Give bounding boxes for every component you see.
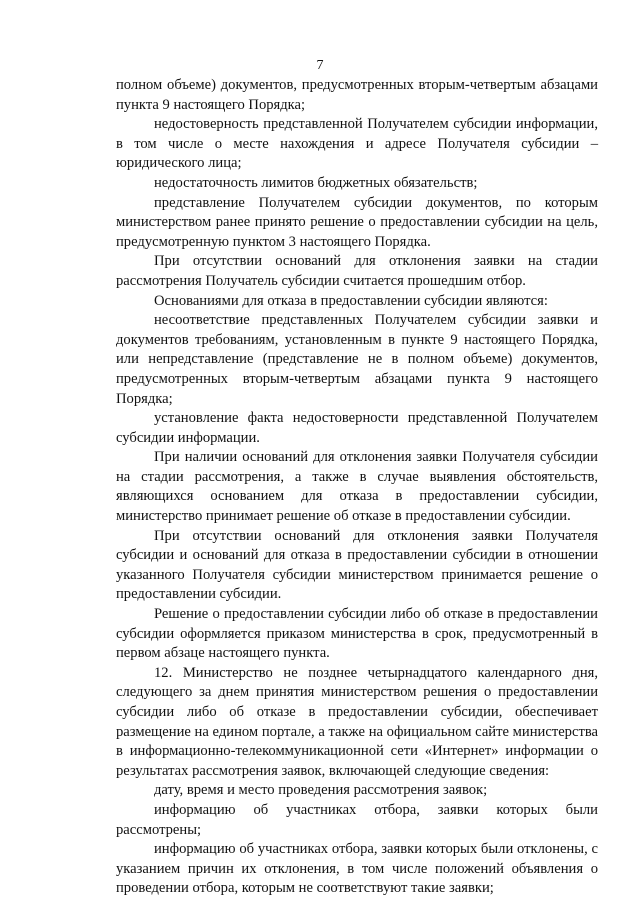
paragraph: При отсутствии оснований для отклонения заявки Получателя субсидии и оснований для отказа в предоставлении субсидии в отношении указанного Получателя субсидии министерством принимается решение о предоставлении субсидии.: [116, 527, 598, 603]
paragraph-clause-12: 12. Министерство не позднее четырнадцатого календарного дня, следующего за днем принятия министерством решения о предоставлении субсидии либо об отказе в предоставлении субсидии, обеспечивает размещение на едином портале, а также на официальном сайте министерства в информационно-телекоммуникационной сети «Интернет» информации о результатах рассмотрения заявок, включающей следующие сведения:: [116, 664, 598, 779]
paragraph: несоответствие представленных Получателем субсидии заявки и документов требованиям, установленным в пункте 9 настоящего Порядка, или непредставление (представление не в полном объеме) документов, предусмотренных вторым-четвертым абзацами пункта 9 настоящего Порядка;: [116, 312, 598, 407]
paragraph: информацию об участниках отбора, заявки которых были отклонены, с указанием причин их отклонения, в том числе положений объявления о проведении отбора, которым не соответствуют такие заявки;: [116, 841, 598, 897]
paragraph-continuation: полном объеме) документов, предусмотренных вторым-четвертым абзацами пункта 9 настоящего Порядка;: [116, 77, 598, 113]
paragraph: представление Получателем субсидии документов, по которым министерством ранее принято решение о предоставлении субсидии на цель, предусмотренную пунктом 3 настоящего Порядка.: [116, 194, 598, 250]
paragraph: При отсутствии оснований для отклонения заявки на стадии рассмотрения Получатель субсидии считается прошедшим отбор.: [116, 253, 598, 289]
paragraph: При наличии оснований для отклонения заявки Получателя субсидии на стадии рассмотрения, а также в случае выявления обстоятельств, являющихся основанием для отказа в предоставлении субсидии, министерство принимает решение об отказе в предоставлении субсидии.: [116, 449, 598, 525]
paragraph: дату, время и место проведения рассмотрения заявок;: [154, 782, 488, 799]
paragraph: информацию об участниках отбора, заявки которых были рассмотрены;: [116, 801, 598, 838]
document-body: [116, 76, 598, 899]
paragraph: недостаточность лимитов бюджетных обязательств;: [154, 174, 478, 191]
paragraph: недостоверность представленной Получателем субсидии информации, в том числе о месте нахождения и адресе Получателя субсидии – юридического лица;: [116, 116, 598, 172]
paragraph: установление факта недостоверности представленной Получателем субсидии информации.: [116, 410, 598, 446]
paragraph: Решение о предоставлении субсидии либо об отказе в предоставлении субсидии оформляется приказом министерства в срок, предусмотренный в первом абзаце настоящего пункта.: [116, 606, 598, 662]
paragraph: Основаниями для отказа в предоставлении субсидии являются:: [154, 292, 548, 309]
page-number: 7: [316, 58, 324, 73]
